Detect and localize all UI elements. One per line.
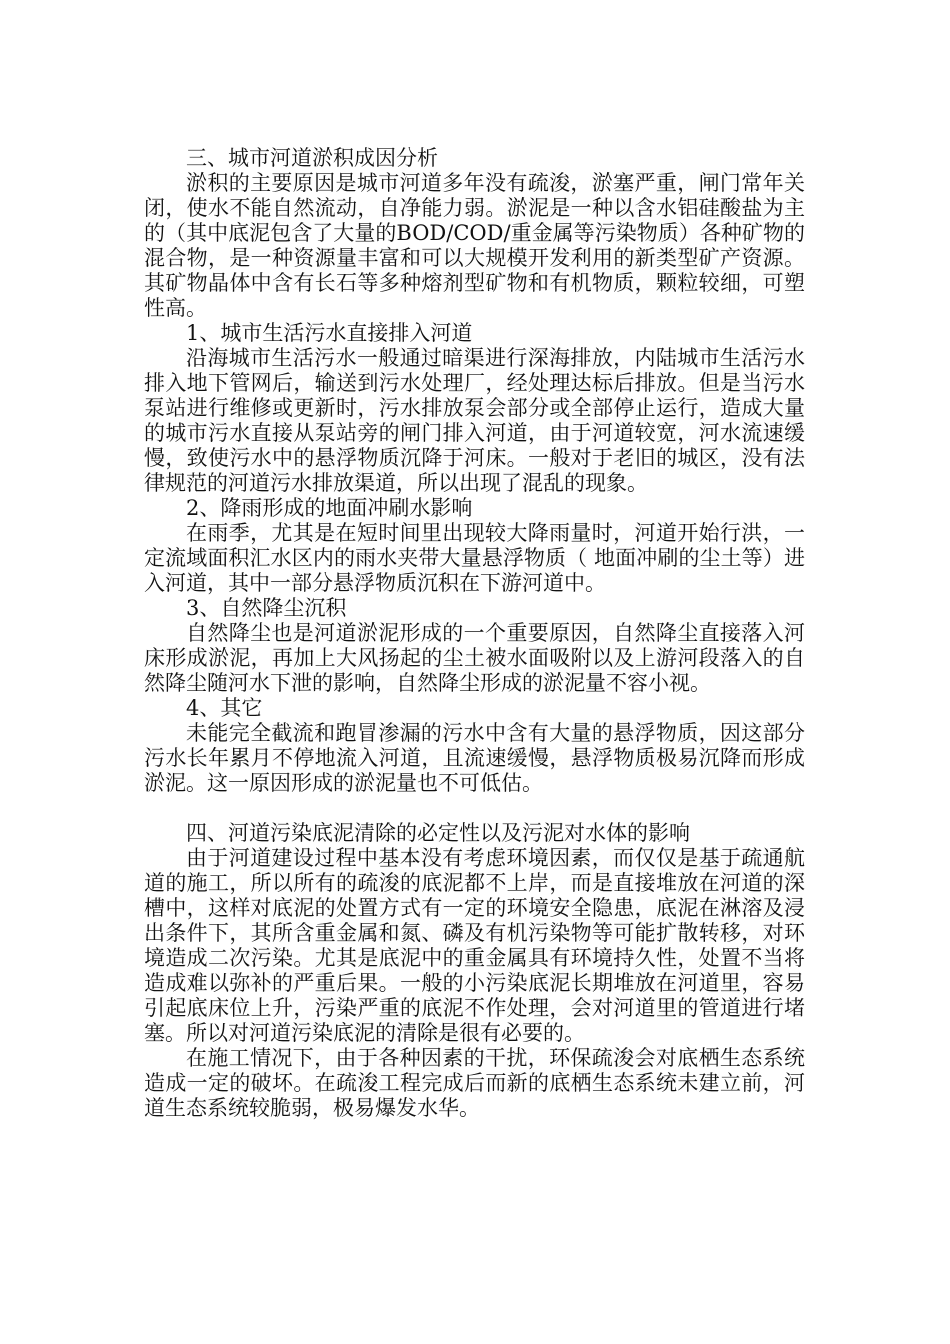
section-3-intro-paragraph: 淤积的主要原因是城市河道多年没有疏浚，淤塞严重，闸门常年关闭，使水不能自然流动，自净能力弱。淤泥是一种以含水铝硅酸盐为主的（其中底泥包含了大量的BOD/COD/重金属等污染物质）各种矿物的混合物，是一种资源量丰富和可以大规模开发利用的新类型矿产资源。其矿物晶体中含有长石等多种熔剂型矿物和有机物质，颗粒较细，可塑性高。 xyxy=(144,171,805,320)
cause-3-paragraph: 自然降尘也是河道淤泥形成的一个重要原因，自然降尘直接落入河床形成淤泥，再加上大风扬起的尘土被水面吸附以及上游河段落入的自然降尘随河水下泄的影响，自然降尘形成的淤泥量不容小视。 xyxy=(144,621,805,695)
cause-1-heading: 1、城市生活污水直接排入河道 xyxy=(186,321,473,345)
cause-1-paragraph: 沿海城市生活污水一般通过暗渠进行深海排放，内陆城市生活污水排入地下管网后，输送到污水处理厂，经处理达标后排放。但是当污水泵站进行维修或更新时，污水排放泵会部分或全部停止运行，造成大量的城市污水直接从泵站旁的闸门排入河道，由于河道较宽，河水流速缓慢，致使污水中的悬浮物质沉降于河床。一般对于老旧的城区，没有法律规范的河道污水排放渠道，所以出现了混乱的现象。 xyxy=(144,346,805,495)
section-4-heading: 四、河道污染底泥清除的必定性以及污泥对水体的影响 xyxy=(186,821,690,845)
document-page xyxy=(144,146,805,1121)
cause-3-heading: 3、自然降尘沉积 xyxy=(186,596,347,620)
section-4-paragraph-1: 由于河道建设过程中基本没有考虑环境因素，而仅仅是基于疏通航道的施工，所以所有的疏浚的底泥都不上岸，而是直接堆放在河道的深槽中，这样对底泥的处置方式有一定的环境安全隐患，底泥在淋溶及浸出条件下，其所含重金属和氮、磷及有机污染物等可能扩散转移，对环境造成二次污染。尤其是底泥中的重金属具有环境持久性，处置不当将造成难以弥补的严重后果。一般的小污染底泥长期堆放在河道里，容易引起底床位上升，污染严重的底泥不作处理，会对河道里的管道进行堵塞。所以对河道污染底泥的清除是很有必要的。 xyxy=(144,846,805,1045)
section-3-heading: 三、城市河道淤积成因分析 xyxy=(186,146,438,170)
cause-2-heading: 2、降雨形成的地面冲刷水影响 xyxy=(186,496,473,520)
cause-2-paragraph: 在雨季，尤其是在短时间里出现较大降雨量时，河道开始行洪，一定流域面积汇水区内的雨水夹带大量悬浮物质（ 地面冲刷的尘土等）进入河道，其中一部分悬浮物质沉积在下游河道中。 xyxy=(144,521,805,595)
section-spacer xyxy=(144,796,805,821)
cause-4-heading: 4、其它 xyxy=(186,696,263,720)
section-4-paragraph-2: 在施工情况下，由于各种因素的干扰，环保疏浚会对底栖生态系统造成一定的破坏。在疏浚工程完成后而新的底栖生态系统未建立前，河道生态系统较脆弱，极易爆发水华。 xyxy=(144,1046,805,1120)
cause-4-paragraph: 未能完全截流和跑冒渗漏的污水中含有大量的悬浮物质，因这部分污水长年累月不停地流入河道，且流速缓慢，悬浮物质极易沉降而形成淤泥。这一原因形成的淤泥量也不可低估。 xyxy=(144,721,805,795)
